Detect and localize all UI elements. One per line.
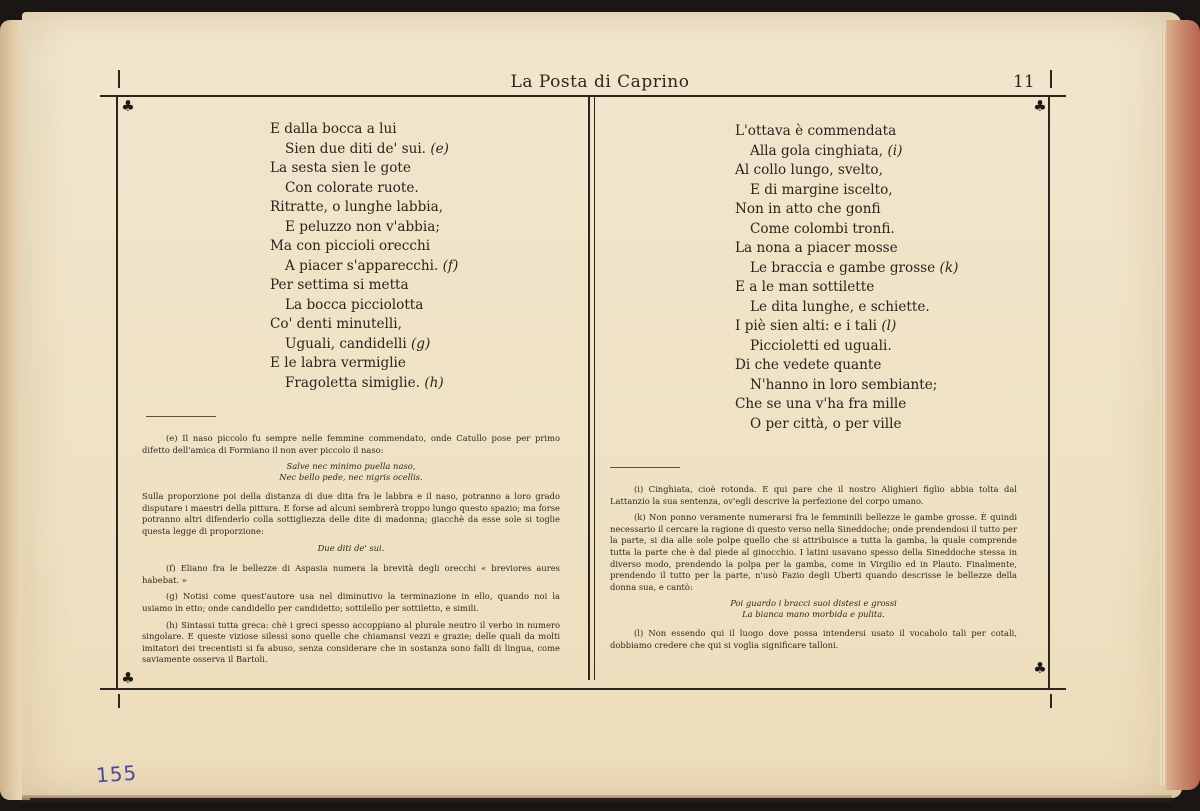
verse-text: Ma con piccioli orecchi (270, 238, 431, 254)
verse-line (735, 122, 958, 142)
footnote-reference: (k) (935, 259, 959, 276)
footnote-k-quote (610, 598, 1017, 620)
verse-line (270, 140, 458, 160)
verse-line (270, 237, 458, 257)
verse-text: E dalla bocca a lui (270, 121, 397, 137)
verse-text: Per settima si metta (270, 277, 409, 293)
footnote-i: (i) Cinghiata, cioè rotonda. E qui pare che il nostro Alighieri figlio abbia tolta dal Lattanzio la sua sentenza, ov'egli descrive la perfezione del corpo umano. (610, 484, 1017, 506)
footnote-g: (g) Notisi come quest'autore usa nel diminutivo la terminazione in ello, quando noi la usiamo in etto; onde candidello per candidetto; sottilello per sottiletto, e simili. (142, 591, 560, 613)
verse-text: Uguali, candidelli (285, 335, 407, 352)
running-head: La Posta di Caprino (510, 72, 690, 92)
footer-tick-right (1050, 694, 1052, 708)
verse-text: Che se una v'ha fra mille (735, 396, 907, 412)
verse-line (735, 142, 958, 162)
handwritten-folio-mark: 155 (95, 760, 138, 788)
club-ornament-icon: ♣ (121, 669, 135, 687)
verse-line (270, 120, 458, 140)
footnote-l: (l) Non essendo qui il luogo dove possa intendersi usato il vocabolo tali per cotali, dobbiamo credere che qui si voglia significare talloni. (610, 628, 1017, 650)
quote-line: Nec bello pede, nec nigris ocellis. (279, 472, 423, 483)
verse-line (270, 218, 458, 238)
frame-bottom-rule (100, 688, 1066, 690)
club-ornament-icon: ♣ (1033, 659, 1047, 677)
verse-text: Piccioletti ed uguali. (750, 337, 892, 354)
right-footnotes (610, 484, 1017, 657)
verse-text: L'ottava è commendata (735, 123, 897, 139)
verse-line (735, 181, 958, 201)
verse-text: A piacer s'apparecchi. (285, 257, 439, 274)
club-ornament-icon: ♣ (121, 97, 135, 115)
left-footnotes (142, 433, 560, 671)
footnote-h: (h) Sintassi tutta greca: chè i greci spesso accoppiano al plurale neutro il verbo in numero singolare. E queste viziose silessi sono quelle che chiamansi vezzi e grazie; delle quali da molti imitatori dei trecentisti si fa abuso, senza considerare che in sostanza sono falli di lingua, come saviamente osserva il Bartoli. (142, 619, 560, 665)
frame-left-rule (116, 96, 118, 689)
verse-line (735, 337, 958, 357)
verse-text: E le labra vermiglie (270, 355, 406, 371)
verse-text: Alla gola cinghiata, (750, 142, 884, 159)
verse-text: Le dita lunghe, e schiette. (750, 298, 930, 315)
verse-text: N'hanno in loro sembiante; (750, 376, 938, 393)
verse-text: Le braccia e gambe grosse (750, 259, 936, 276)
verse-line (270, 257, 458, 277)
verse-text: La sesta sien le gote (270, 160, 411, 176)
verse-line (735, 259, 958, 279)
verse-text: Al collo lungo, svelto, (735, 162, 883, 178)
verse-text: Sien due diti de' sui. (285, 140, 426, 157)
verse-line (270, 179, 458, 199)
quote-line: La bianca mano morbida e pulita. (742, 609, 885, 620)
verse-text: E a le man sottilette (735, 279, 875, 295)
verse-text: La nona a piacer mosse (735, 240, 898, 256)
verse-text: Fragoletta simiglie. (285, 374, 420, 391)
verse-text: I piè sien alti: e i tali (735, 318, 878, 334)
quote-line: Poi guardo i bracci suoi distesi e grossi (730, 598, 897, 609)
verse-line (735, 356, 958, 376)
verse-text: E di margine iscelto, (750, 181, 893, 198)
verse-text: Con colorate ruote. (285, 179, 419, 196)
verse-text: Ritratte, o lunghe labbia, (270, 199, 444, 215)
footnote-e: (e) Il naso piccolo fu sempre nelle femmine commendato, onde Catullo pose per primo difetto dell'amica di Formiano il non aver piccolo il naso: (142, 433, 560, 455)
verse-line (735, 239, 958, 259)
footnote-e-quote-2: Due diti de' sui. (317, 542, 385, 553)
verse-line (270, 315, 458, 335)
verse-line (270, 335, 458, 355)
frame-right-rule (1048, 96, 1050, 689)
footnote-e-quote (142, 461, 560, 483)
frame-top-rule (100, 95, 1066, 97)
left-footnote-rule (146, 416, 216, 417)
footnote-reference: (i) (883, 142, 903, 159)
verse-line (735, 220, 958, 240)
footnote-reference: (l) (877, 318, 897, 334)
verse-text: O per città, o per ville (750, 415, 902, 432)
verse-line (270, 296, 458, 316)
verse-line (270, 198, 458, 218)
right-footnote-rule (610, 467, 680, 468)
verse-text: E peluzzo non v'abbia; (285, 218, 440, 235)
verse-text: Come colombi tronfi. (750, 220, 895, 237)
header-tick-right (1050, 70, 1052, 88)
verse-line (270, 159, 458, 179)
book-cover-edge (1166, 20, 1200, 790)
verse-line (735, 376, 958, 396)
club-ornament-icon: ♣ (1033, 97, 1047, 115)
footnote-reference: (f) (438, 257, 459, 274)
quote-line: Salve nec minimo puella naso, (286, 461, 416, 472)
verse-text: Di che vedete quante (735, 357, 882, 373)
footnote-reference: (e) (426, 140, 449, 157)
verse-line (735, 298, 958, 318)
verse-line (270, 374, 458, 394)
footnote-reference: (h) (420, 374, 444, 391)
bottom-shadow (22, 795, 1172, 807)
right-verse-block (735, 122, 958, 434)
verse-line (735, 161, 958, 181)
verse-line (735, 317, 958, 337)
left-verse-block (270, 120, 458, 393)
footer-tick-left (118, 694, 120, 708)
page-spread (22, 12, 1182, 798)
footnote-k: (k) Non ponno veramente numerarsi fra le femminili bellezze le gambe grosse. È quindi necessario il cercare la ragione di questo verso nella Sineddoche; onde prendendosi il tutto per la parte, si dia alle sole polpe quello che si attribuisce a tutta la gamba, la quale comprende tutta la parte che è dal piede al ginocchio. I latini usavano spesso della Sineddoche stessa in diverso modo, prendendo la polpa per la gamba, come in Virgilio ed in Plauto. Finalmente, prendendo il tutto per la parte, n'usò Fazio degli Uberti quando descrisse le bellezze della donna sua, e cantò: (610, 512, 1017, 592)
page-number: 11 (1013, 72, 1035, 92)
gutter-rule-2 (594, 96, 595, 680)
verse-line (735, 395, 958, 415)
verse-line (735, 278, 958, 298)
footnote-reference: (g) (406, 335, 431, 352)
verse-text: Non in atto che gonfi (735, 201, 881, 217)
gutter-rule-1 (588, 96, 590, 680)
footnote-f: (f) Eliano fra le bellezze di Aspasia numera la brevità degli orecchi « breviores aures habebat. » (142, 563, 560, 585)
verse-line (735, 200, 958, 220)
verse-text: La bocca picciolotta (285, 296, 424, 313)
verse-line (735, 415, 958, 435)
verse-text: Co' denti minutelli, (270, 316, 402, 332)
verse-line (270, 354, 458, 374)
footnote-e-continued: Sulla proporzione poi della distanza di due dita fra le labbra e il naso, potranno a loro grado disputare i maestri della pittura. E forse ad alcuni sembrerà troppo lungo questo spazio; ma forse potranno altri difenderlo colla sottigliezza delle dite di madonna; giacchè da esse sole si toglie questa legge di proporzione: (142, 491, 560, 536)
verse-line (270, 276, 458, 296)
